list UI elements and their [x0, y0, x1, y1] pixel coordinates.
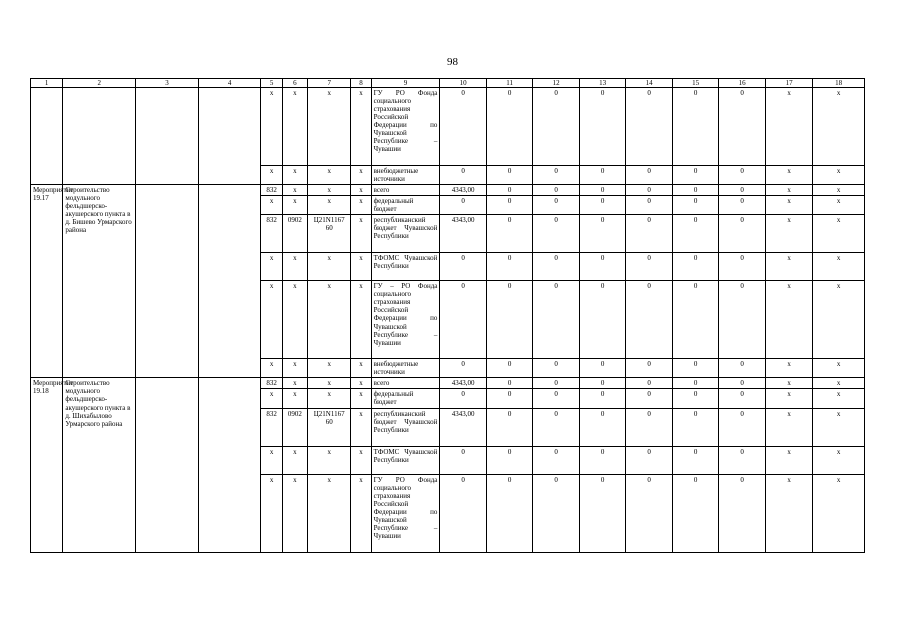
year-value-cell: 0 — [533, 474, 580, 552]
year-value-cell: 0 — [626, 389, 673, 408]
column-number-header: 16 — [719, 79, 766, 88]
year-value-cell: x — [765, 359, 813, 378]
year-value-cell: 0 — [719, 359, 766, 378]
year-value-cell: x — [813, 389, 865, 408]
year-value-cell: 0 — [719, 281, 766, 359]
kcsr-cell: x — [261, 281, 282, 359]
table-row — [31, 185, 865, 196]
target-article-cell: x — [307, 474, 350, 552]
year-value-cell: x — [765, 185, 813, 196]
year-value-cell: 0 — [672, 359, 719, 378]
funding-source-cell: внебюджетные источники — [371, 359, 440, 378]
year-value-cell: 0 — [486, 253, 533, 281]
year-value-cell: x — [765, 196, 813, 215]
kcsr-cell: 832 — [261, 378, 282, 389]
column-number-header: 6 — [282, 79, 307, 88]
year-value-cell: 0 — [719, 88, 766, 166]
target-article-cell: x — [307, 378, 350, 389]
section-cell: x — [282, 88, 307, 166]
column-number-header: 12 — [533, 79, 580, 88]
section-cell: x — [282, 378, 307, 389]
section-cell: 0902 — [282, 408, 307, 446]
section-cell: x — [282, 185, 307, 196]
expense-type-cell: x — [351, 446, 371, 474]
year-value-cell: 0 — [579, 88, 626, 166]
column-number-header: 3 — [136, 79, 199, 88]
year-value-cell: x — [813, 166, 865, 185]
expense-type-cell: x — [351, 378, 371, 389]
funding-source-cell: республиканский бюджет Чувашской Республики — [371, 408, 440, 446]
expense-type-cell: x — [351, 88, 371, 166]
column-number-header: 1 — [31, 79, 63, 88]
section-cell: x — [282, 446, 307, 474]
page-number: 98 — [447, 56, 458, 68]
year-value-cell: 0 — [533, 408, 580, 446]
expense-type-cell: x — [351, 185, 371, 196]
year-value-cell: 0 — [579, 185, 626, 196]
expense-type-cell: x — [351, 166, 371, 185]
funding-source-cell: всего — [371, 378, 440, 389]
year-value-cell: 0 — [672, 408, 719, 446]
year-value-cell: 0 — [719, 408, 766, 446]
year-value-cell: 0 — [486, 185, 533, 196]
kcsr-cell: x — [261, 389, 282, 408]
activity-id-cell — [31, 88, 63, 185]
target-article-cell: x — [307, 389, 350, 408]
year-value-cell: 0 — [672, 281, 719, 359]
kcsr-cell: x — [261, 474, 282, 552]
activity-id-cell: Мероприятие 19.17 — [31, 185, 63, 378]
year-value-cell: x — [813, 185, 865, 196]
year-value-cell: 4343,00 — [440, 185, 487, 196]
table-row — [31, 378, 865, 389]
year-value-cell: 0 — [719, 253, 766, 281]
year-value-cell: 0 — [486, 474, 533, 552]
year-value-cell: 0 — [533, 166, 580, 185]
year-value-cell: x — [765, 215, 813, 253]
year-value-cell: 0 — [533, 281, 580, 359]
year-value-cell: 0 — [672, 88, 719, 166]
funding-source-cell: всего — [371, 185, 440, 196]
year-value-cell: 0 — [672, 446, 719, 474]
year-value-cell: 0 — [672, 166, 719, 185]
column-number-header: 18 — [813, 79, 865, 88]
target-article-cell: x — [307, 166, 350, 185]
kcsr-cell: 832 — [261, 185, 282, 196]
year-value-cell: 0 — [626, 215, 673, 253]
year-value-cell: 0 — [579, 408, 626, 446]
expense-type-cell: x — [351, 359, 371, 378]
expense-type-cell: x — [351, 474, 371, 552]
activity-name-cell: Строительство модульного фельдшерско-акушерского пункта в д. Бишево Урмарского района — [63, 185, 136, 378]
year-value-cell: 0 — [579, 281, 626, 359]
year-value-cell: 0 — [533, 88, 580, 166]
year-value-cell: 0 — [533, 253, 580, 281]
column-number-header: 7 — [307, 79, 350, 88]
year-value-cell: 0 — [719, 378, 766, 389]
year-value-cell: 0 — [626, 196, 673, 215]
year-value-cell: 0 — [672, 185, 719, 196]
year-value-cell: 0 — [579, 389, 626, 408]
year-value-cell: 0 — [486, 88, 533, 166]
target-article-cell: Ц21N1167 60 — [307, 408, 350, 446]
kcsr-cell: x — [261, 253, 282, 281]
year-value-cell: 0 — [672, 389, 719, 408]
section-cell: x — [282, 166, 307, 185]
year-value-cell: x — [813, 215, 865, 253]
target-article-cell: Ц21N1167 60 — [307, 215, 350, 253]
year-value-cell: x — [813, 196, 865, 215]
year-value-cell: 0 — [440, 446, 487, 474]
year-value-cell: 0 — [626, 281, 673, 359]
target-article-cell: x — [307, 446, 350, 474]
year-value-cell: 0 — [579, 378, 626, 389]
kcsr-cell: 832 — [261, 215, 282, 253]
section-cell: x — [282, 253, 307, 281]
year-value-cell: 0 — [440, 281, 487, 359]
funding-source-cell: внебюджетные источники — [371, 166, 440, 185]
year-value-cell: x — [765, 281, 813, 359]
year-value-cell: x — [765, 389, 813, 408]
executor-cell — [136, 185, 199, 378]
budget-table — [30, 78, 865, 553]
target-article-cell: x — [307, 253, 350, 281]
year-value-cell: 0 — [672, 378, 719, 389]
funding-source-cell: ГУ РО Фонда социального страхования Российской Федерации по Чувашской Республике – Чувашии — [371, 88, 440, 166]
year-value-cell: x — [813, 446, 865, 474]
section-cell: 0902 — [282, 215, 307, 253]
funding-source-cell: ГУ РО Фонда социального страхования Российской Федерации по Чувашской Республике – Чувашии — [371, 474, 440, 552]
year-value-cell: 0 — [626, 378, 673, 389]
year-value-cell: x — [765, 253, 813, 281]
expense-type-cell: x — [351, 408, 371, 446]
year-value-cell: 0 — [719, 389, 766, 408]
year-value-cell: 4343,00 — [440, 215, 487, 253]
year-value-cell: 0 — [626, 185, 673, 196]
year-value-cell: 0 — [440, 166, 487, 185]
target-article-cell: x — [307, 196, 350, 215]
year-value-cell: x — [813, 408, 865, 446]
target-article-cell: x — [307, 281, 350, 359]
year-value-cell: 0 — [719, 446, 766, 474]
section-cell: x — [282, 359, 307, 378]
year-value-cell: x — [765, 166, 813, 185]
column-number-header: 5 — [261, 79, 282, 88]
section-cell: x — [282, 389, 307, 408]
year-value-cell: 0 — [486, 359, 533, 378]
year-value-cell: 0 — [672, 215, 719, 253]
executor-cell — [136, 378, 199, 552]
section-cell: x — [282, 474, 307, 552]
year-value-cell: 0 — [626, 253, 673, 281]
year-value-cell: 0 — [533, 389, 580, 408]
year-value-cell: 0 — [486, 215, 533, 253]
column-number-header: 15 — [672, 79, 719, 88]
funding-source-cell: федеральный бюджет — [371, 196, 440, 215]
year-value-cell: 0 — [440, 359, 487, 378]
table-row — [31, 88, 865, 166]
kcsr-cell: x — [261, 446, 282, 474]
year-value-cell: 0 — [533, 378, 580, 389]
year-value-cell: x — [813, 281, 865, 359]
year-value-cell: 0 — [440, 253, 487, 281]
year-value-cell: 0 — [626, 408, 673, 446]
year-value-cell: 0 — [579, 446, 626, 474]
year-value-cell: 0 — [579, 474, 626, 552]
year-value-cell: x — [813, 253, 865, 281]
year-value-cell: 0 — [579, 166, 626, 185]
target-article-cell: x — [307, 185, 350, 196]
year-value-cell: 4343,00 — [440, 408, 487, 446]
target-indicator-cell — [198, 378, 261, 552]
year-value-cell: 4343,00 — [440, 378, 487, 389]
year-value-cell: 0 — [440, 196, 487, 215]
year-value-cell: 0 — [626, 359, 673, 378]
column-number-header: 13 — [579, 79, 626, 88]
year-value-cell: 0 — [672, 474, 719, 552]
year-value-cell: 0 — [626, 88, 673, 166]
section-cell: x — [282, 196, 307, 215]
year-value-cell: 0 — [533, 446, 580, 474]
header-row — [31, 79, 865, 88]
year-value-cell: 0 — [486, 378, 533, 389]
year-value-cell: 0 — [533, 185, 580, 196]
kcsr-cell: 832 — [261, 408, 282, 446]
year-value-cell: 0 — [719, 196, 766, 215]
year-value-cell: 0 — [579, 215, 626, 253]
year-value-cell: 0 — [719, 185, 766, 196]
year-value-cell: 0 — [579, 359, 626, 378]
column-number-header: 8 — [351, 79, 371, 88]
target-indicator-cell — [198, 88, 261, 185]
column-number-header: 17 — [765, 79, 813, 88]
activity-name-cell: Строительство модульного фельдшерско-акушерского пункта в д. Шихабылово Урмарского района — [63, 378, 136, 552]
year-value-cell: 0 — [579, 196, 626, 215]
kcsr-cell: x — [261, 359, 282, 378]
year-value-cell: x — [813, 378, 865, 389]
column-number-header: 4 — [198, 79, 261, 88]
year-value-cell: 0 — [579, 253, 626, 281]
expense-type-cell: x — [351, 389, 371, 408]
column-number-header: 10 — [440, 79, 487, 88]
year-value-cell: x — [765, 408, 813, 446]
expense-type-cell: x — [351, 253, 371, 281]
year-value-cell: x — [813, 474, 865, 552]
funding-source-cell: ГУ – РО Фонда социального страхования Российской Федерации по Чувашской Республике – Чувашии — [371, 281, 440, 359]
funding-source-cell: ТФОМС Чувашской Республики — [371, 446, 440, 474]
kcsr-cell: x — [261, 88, 282, 166]
year-value-cell: 0 — [440, 389, 487, 408]
year-value-cell: 0 — [719, 166, 766, 185]
funding-source-cell: федеральный бюджет — [371, 389, 440, 408]
year-value-cell: 0 — [486, 408, 533, 446]
year-value-cell: 0 — [533, 196, 580, 215]
funding-source-cell: республиканский бюджет Чувашской Республики — [371, 215, 440, 253]
year-value-cell: x — [765, 88, 813, 166]
expense-type-cell: x — [351, 281, 371, 359]
target-article-cell: x — [307, 359, 350, 378]
year-value-cell: 0 — [626, 474, 673, 552]
year-value-cell: 0 — [719, 474, 766, 552]
year-value-cell: 0 — [533, 359, 580, 378]
target-indicator-cell — [198, 185, 261, 378]
year-value-cell: 0 — [626, 166, 673, 185]
activity-id-cell: Мероприятие 19.18 — [31, 378, 63, 552]
year-value-cell: 0 — [486, 389, 533, 408]
year-value-cell: 0 — [440, 88, 487, 166]
year-value-cell: 0 — [486, 446, 533, 474]
year-value-cell: 0 — [533, 215, 580, 253]
section-cell: x — [282, 281, 307, 359]
column-number-header: 11 — [486, 79, 533, 88]
activity-name-cell — [63, 88, 136, 185]
kcsr-cell: x — [261, 196, 282, 215]
year-value-cell: 0 — [486, 196, 533, 215]
column-number-header: 9 — [371, 79, 440, 88]
year-value-cell: x — [765, 446, 813, 474]
expense-type-cell: x — [351, 215, 371, 253]
year-value-cell: 0 — [440, 474, 487, 552]
year-value-cell: 0 — [486, 166, 533, 185]
year-value-cell: 0 — [486, 281, 533, 359]
executor-cell — [136, 88, 199, 185]
year-value-cell: 0 — [719, 215, 766, 253]
year-value-cell: x — [765, 474, 813, 552]
year-value-cell: x — [813, 88, 865, 166]
funding-source-cell: ТФОМС Чувашской Республики — [371, 253, 440, 281]
kcsr-cell: x — [261, 166, 282, 185]
column-number-header: 14 — [626, 79, 673, 88]
target-article-cell: x — [307, 88, 350, 166]
year-value-cell: x — [765, 378, 813, 389]
column-number-header: 2 — [63, 79, 136, 88]
year-value-cell: 0 — [672, 253, 719, 281]
year-value-cell: 0 — [626, 446, 673, 474]
expense-type-cell: x — [351, 196, 371, 215]
year-value-cell: 0 — [672, 196, 719, 215]
year-value-cell: x — [813, 359, 865, 378]
